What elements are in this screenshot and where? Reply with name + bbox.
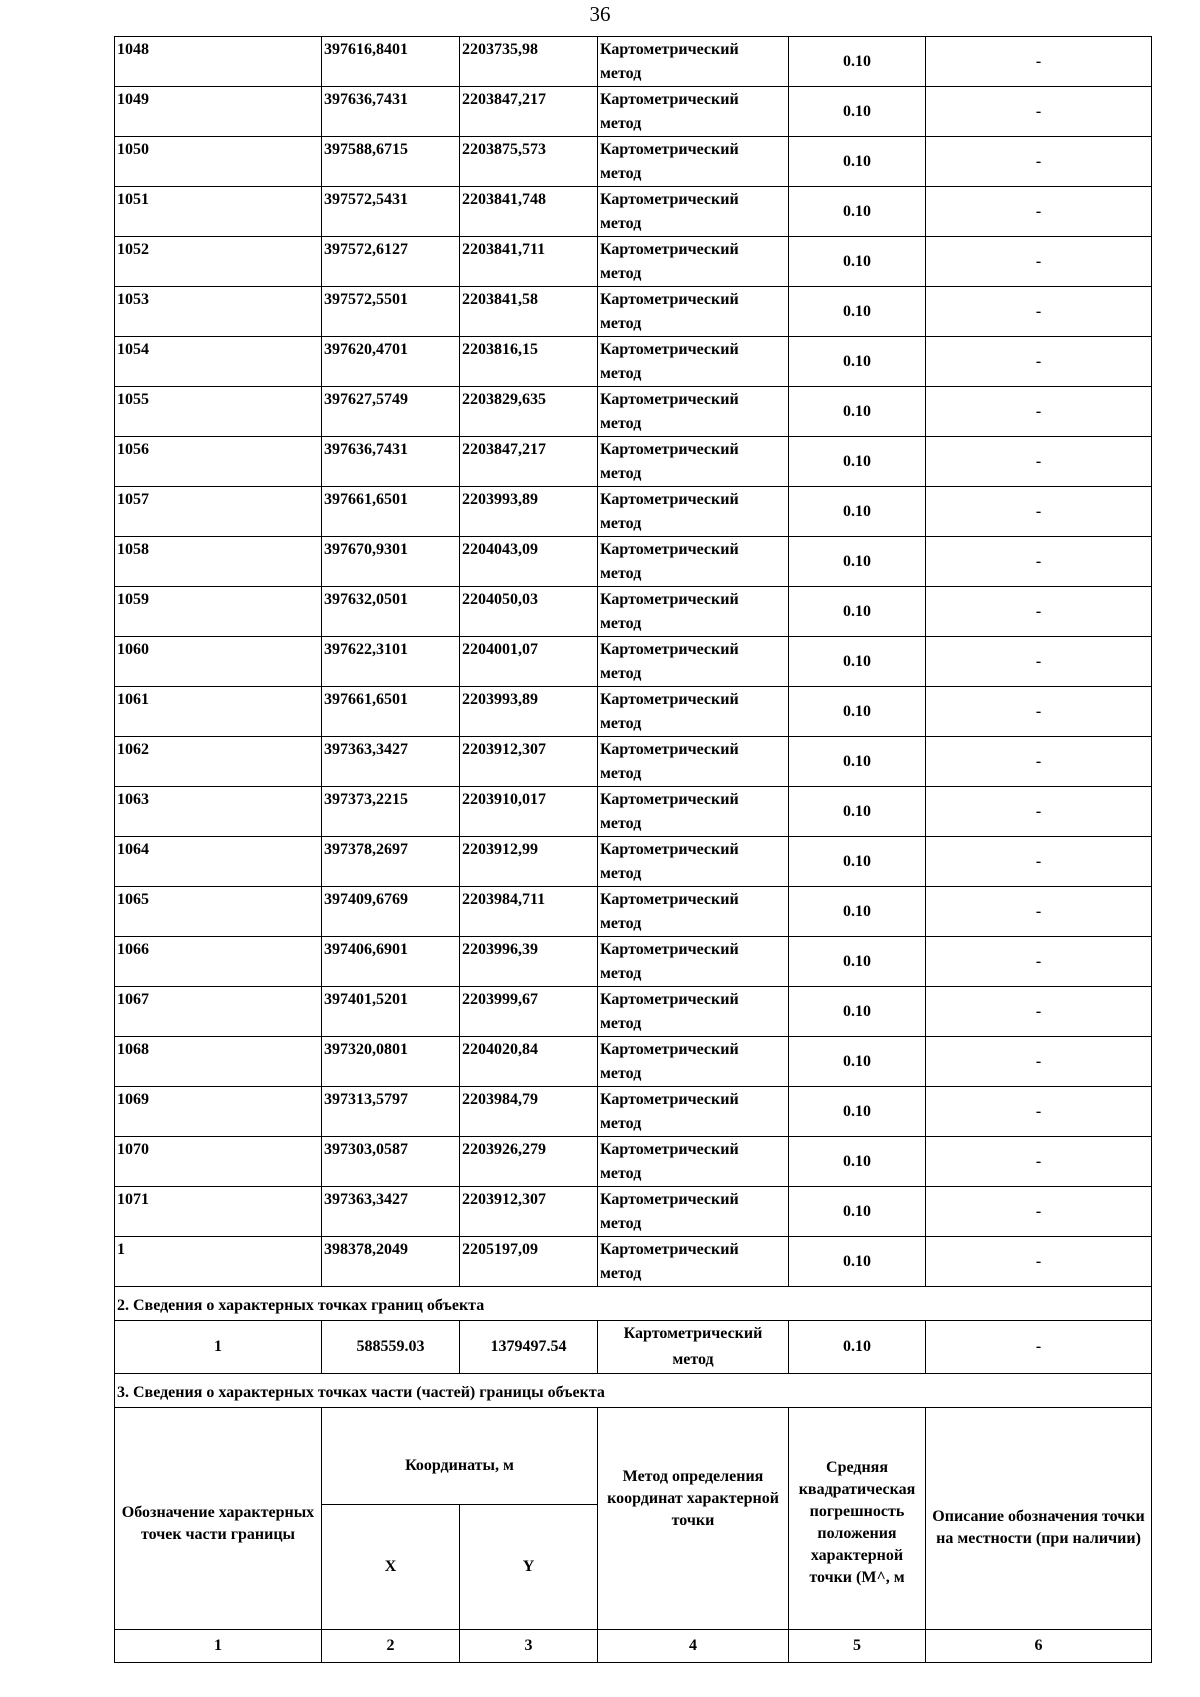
method-line-2: метод — [600, 465, 642, 482]
point-id-cell: 1056 — [115, 437, 322, 487]
method-line-2: метод — [600, 965, 642, 982]
y-coordinate-cell: 2203847,217 — [460, 437, 598, 487]
coordinates-table — [114, 36, 1152, 1663]
method-line-1: Картометрический — [600, 1041, 739, 1058]
method-line-1: Картометрический — [600, 741, 739, 758]
point-id-cell: 1057 — [115, 487, 322, 537]
description-cell: - — [926, 187, 1152, 237]
method-cell — [598, 287, 789, 337]
method-line-2: метод — [600, 665, 642, 682]
point-rows — [115, 37, 1152, 1287]
error-cell: 0.10 — [789, 937, 926, 987]
table-row — [115, 187, 1152, 237]
method-line-2: метод — [600, 1015, 642, 1032]
y-coordinate-cell: 2203984,711 — [460, 887, 598, 937]
description-cell: - — [926, 587, 1152, 637]
x-coordinate-cell: 397378,2697 — [322, 837, 460, 887]
header-mean-square-error: Средняя квадратическая погрешность положения характерной точки (М^, м — [789, 1408, 926, 1630]
point-id-cell: 1071 — [115, 1187, 322, 1237]
table-row — [115, 1137, 1152, 1187]
y-coordinate-cell: 2203841,58 — [460, 287, 598, 337]
method-line-1: Картометрический — [600, 141, 739, 158]
error-cell: 0.10 — [789, 1321, 926, 1374]
description-cell: - — [926, 387, 1152, 437]
column-number: 1 — [115, 1630, 322, 1663]
point-id-cell: 1059 — [115, 587, 322, 637]
y-coordinate-cell: 2204001,07 — [460, 637, 598, 687]
method-line-2: метод — [600, 115, 642, 132]
table-row — [115, 237, 1152, 287]
error-cell: 0.10 — [789, 437, 926, 487]
x-coordinate-cell: 397409,6769 — [322, 887, 460, 937]
method-line-1: Картометрический — [600, 491, 739, 508]
table-row — [115, 137, 1152, 187]
y-coordinate-cell: 2203984,79 — [460, 1087, 598, 1137]
method-cell — [598, 887, 789, 937]
description-cell: - — [926, 537, 1152, 587]
section-3-column-header-row — [115, 1408, 1152, 1505]
method-line-2: метод — [600, 1265, 642, 1282]
table-row — [115, 737, 1152, 787]
table-row — [115, 537, 1152, 587]
description-cell: - — [926, 1137, 1152, 1187]
error-cell: 0.10 — [789, 787, 926, 837]
section-2-header-row — [115, 1287, 1152, 1321]
point-id-cell: 1064 — [115, 837, 322, 887]
point-id-cell: 1 — [115, 1321, 322, 1374]
y-coordinate-cell: 2203735,98 — [460, 37, 598, 87]
description-cell: - — [926, 1087, 1152, 1137]
table-row — [115, 87, 1152, 137]
column-number: 3 — [460, 1630, 598, 1663]
method-line-2: метод — [600, 1165, 642, 1182]
x-coordinate-cell: 397588,6715 — [322, 137, 460, 187]
error-cell: 0.10 — [789, 487, 926, 537]
method-line-1: Картометрический — [600, 1191, 739, 1208]
method-cell — [598, 737, 789, 787]
point-id-cell: 1048 — [115, 37, 322, 87]
method-cell — [598, 137, 789, 187]
y-coordinate-cell: 2203993,89 — [460, 687, 598, 737]
x-coordinate-cell: 397661,6501 — [322, 487, 460, 537]
method-line-2: метод — [600, 365, 642, 382]
y-coordinate-cell: 2203912,307 — [460, 737, 598, 787]
error-cell: 0.10 — [789, 1137, 926, 1187]
y-coordinate-cell: 2203912,99 — [460, 837, 598, 887]
y-coordinate-cell: 2203910,017 — [460, 787, 598, 837]
section-3-title: 3. Сведения о характерных точках части (частей) границы объекта — [115, 1374, 1152, 1408]
error-cell: 0.10 — [789, 687, 926, 737]
method-line-1: Картометрический — [600, 1241, 739, 1258]
description-cell: - — [926, 37, 1152, 87]
method-line-2: метод — [600, 265, 642, 282]
method-cell — [598, 387, 789, 437]
method-cell — [598, 1187, 789, 1237]
point-id-cell: 1067 — [115, 987, 322, 1037]
y-coordinate-cell: 2203816,15 — [460, 337, 598, 387]
y-coordinate-cell: 1379497.54 — [460, 1321, 598, 1374]
x-coordinate-cell: 397320,0801 — [322, 1037, 460, 1087]
header-coordinates: Координаты, м — [322, 1408, 598, 1505]
y-coordinate-cell: 2203912,307 — [460, 1187, 598, 1237]
method-cell — [598, 1037, 789, 1087]
x-coordinate-cell: 397373,2215 — [322, 787, 460, 837]
column-number-row — [115, 1630, 1152, 1663]
point-id-cell: 1055 — [115, 387, 322, 437]
error-cell: 0.10 — [789, 1237, 926, 1287]
error-cell: 0.10 — [789, 737, 926, 787]
error-cell: 0.10 — [789, 187, 926, 237]
x-coordinate-cell: 397636,7431 — [322, 437, 460, 487]
description-cell: - — [926, 1321, 1152, 1374]
method-line-1: Картометрический — [600, 41, 739, 58]
table-row — [115, 337, 1152, 387]
error-cell: 0.10 — [789, 387, 926, 437]
y-coordinate-cell: 2203847,217 — [460, 87, 598, 137]
method-cell — [598, 437, 789, 487]
method-line-2: метод — [600, 315, 642, 332]
table-row — [115, 37, 1152, 87]
method-cell — [598, 687, 789, 737]
point-id-cell: 1058 — [115, 537, 322, 587]
point-id-cell: 1069 — [115, 1087, 322, 1137]
description-cell: - — [926, 987, 1152, 1037]
method-line-1: Картометрический — [600, 1091, 739, 1108]
method-line-2: метод — [600, 515, 642, 532]
description-cell: - — [926, 687, 1152, 737]
table-row — [115, 987, 1152, 1037]
y-coordinate-cell: 2203829,635 — [460, 387, 598, 437]
table-row — [115, 937, 1152, 987]
method-line-1: Картометрический — [600, 291, 739, 308]
method-line-1: Картометрический — [600, 691, 739, 708]
description-cell: - — [926, 737, 1152, 787]
table-row — [115, 1187, 1152, 1237]
method-line-1: Картометрический — [600, 341, 739, 358]
method-line-2: метод — [600, 215, 642, 232]
point-id-cell: 1050 — [115, 137, 322, 187]
method-line-1: Картометрический — [600, 591, 739, 608]
table-row — [115, 1237, 1152, 1287]
point-id-cell: 1065 — [115, 887, 322, 937]
column-number: 5 — [789, 1630, 926, 1663]
point-id-cell: 1049 — [115, 87, 322, 137]
method-line-1: Картометрический — [600, 641, 739, 658]
x-coordinate-cell: 397636,7431 — [322, 87, 460, 137]
y-coordinate-cell: 2205197,09 — [460, 1237, 598, 1287]
method-line-1: Картометрический — [600, 441, 739, 458]
description-cell: - — [926, 637, 1152, 687]
method-cell — [598, 1237, 789, 1287]
section-3-header-row — [115, 1374, 1152, 1408]
error-cell: 0.10 — [789, 987, 926, 1037]
description-cell: - — [926, 337, 1152, 387]
point-id-cell: 1051 — [115, 187, 322, 237]
method-line-2: метод — [672, 1351, 714, 1368]
error-cell: 0.10 — [789, 337, 926, 387]
description-cell: - — [926, 437, 1152, 487]
table-row — [115, 387, 1152, 437]
y-coordinate-cell: 2203841,748 — [460, 187, 598, 237]
x-coordinate-cell: 397313,5797 — [322, 1087, 460, 1137]
method-line-1: Картометрический — [600, 791, 739, 808]
table-row — [115, 837, 1152, 887]
y-coordinate-cell: 2203996,39 — [460, 937, 598, 987]
section-2-row — [115, 1321, 1152, 1374]
error-cell: 0.10 — [789, 1187, 926, 1237]
header-point-name: Обозначение характерных точек части границы — [115, 1408, 322, 1630]
column-number: 2 — [322, 1630, 460, 1663]
point-id-cell: 1070 — [115, 1137, 322, 1187]
y-coordinate-cell: 2203999,67 — [460, 987, 598, 1037]
error-cell: 0.10 — [789, 37, 926, 87]
description-cell: - — [926, 1187, 1152, 1237]
method-cell — [598, 187, 789, 237]
y-coordinate-cell: 2204050,03 — [460, 587, 598, 637]
method-line-1: Картометрический — [600, 991, 739, 1008]
x-coordinate-cell: 397627,5749 — [322, 387, 460, 437]
error-cell: 0.10 — [789, 87, 926, 137]
method-cell — [598, 787, 789, 837]
point-id-cell: 1 — [115, 1237, 322, 1287]
error-cell: 0.10 — [789, 1087, 926, 1137]
point-id-cell: 1054 — [115, 337, 322, 387]
point-id-cell: 1063 — [115, 787, 322, 837]
error-cell: 0.10 — [789, 237, 926, 287]
description-cell: - — [926, 1237, 1152, 1287]
method-cell — [598, 837, 789, 887]
error-cell: 0.10 — [789, 287, 926, 337]
x-coordinate-cell: 397363,3427 — [322, 737, 460, 787]
header-x: X — [322, 1505, 460, 1630]
point-id-cell: 1053 — [115, 287, 322, 337]
x-coordinate-cell: 397363,3427 — [322, 1187, 460, 1237]
description-cell: - — [926, 137, 1152, 187]
method-line-2: метод — [600, 715, 642, 732]
method-cell — [598, 587, 789, 637]
description-cell: - — [926, 887, 1152, 937]
point-id-cell: 1061 — [115, 687, 322, 737]
method-line-1: Картометрический — [600, 1141, 739, 1158]
header-description: Описание обозначения точки на местности (при наличии) — [926, 1408, 1152, 1630]
method-line-1: Картометрический — [600, 241, 739, 258]
point-id-cell: 1060 — [115, 637, 322, 687]
error-cell: 0.10 — [789, 887, 926, 937]
error-cell: 0.10 — [789, 1037, 926, 1087]
column-number: 6 — [926, 1630, 1152, 1663]
error-cell: 0.10 — [789, 537, 926, 587]
x-coordinate-cell: 397632,0501 — [322, 587, 460, 637]
method-line-2: метод — [600, 1215, 642, 1232]
x-coordinate-cell: 397622,3101 — [322, 637, 460, 687]
method-line-2: метод — [600, 65, 642, 82]
error-cell: 0.10 — [789, 837, 926, 887]
method-line-2: метод — [600, 1065, 642, 1082]
x-coordinate-cell: 397620,4701 — [322, 337, 460, 387]
method-line-1: Картометрический — [600, 541, 739, 558]
description-cell: - — [926, 1037, 1152, 1087]
x-coordinate-cell: 397616,8401 — [322, 37, 460, 87]
header-method: Метод определения координат характерной точки — [598, 1408, 789, 1630]
x-coordinate-cell: 398378,2049 — [322, 1237, 460, 1287]
method-cell — [598, 87, 789, 137]
method-line-1: Картометрический — [623, 1325, 763, 1342]
table-row — [115, 487, 1152, 537]
y-coordinate-cell: 2203841,711 — [460, 237, 598, 287]
table-row — [115, 687, 1152, 737]
method-line-2: метод — [600, 415, 642, 432]
method-cell — [598, 237, 789, 287]
method-cell — [598, 1137, 789, 1187]
method-cell — [598, 537, 789, 587]
x-coordinate-cell: 397670,9301 — [322, 537, 460, 587]
section-2-title: 2. Сведения о характерных точках границ объекта — [115, 1287, 1152, 1321]
method-line-2: метод — [600, 165, 642, 182]
method-line-1: Картометрический — [600, 891, 739, 908]
y-coordinate-cell: 2203875,573 — [460, 137, 598, 187]
method-cell — [598, 487, 789, 537]
description-cell: - — [926, 487, 1152, 537]
method-cell — [598, 987, 789, 1037]
error-cell: 0.10 — [789, 137, 926, 187]
x-coordinate-cell: 397661,6501 — [322, 687, 460, 737]
error-cell: 0.10 — [789, 637, 926, 687]
point-id-cell: 1062 — [115, 737, 322, 787]
method-line-2: метод — [600, 765, 642, 782]
y-coordinate-cell: 2203926,279 — [460, 1137, 598, 1187]
x-coordinate-cell: 397572,5501 — [322, 287, 460, 337]
method-line-1: Картометрический — [600, 391, 739, 408]
method-line-1: Картометрический — [600, 91, 739, 108]
page-number: 36 — [589, 2, 611, 26]
table-row — [115, 1087, 1152, 1137]
x-coordinate-cell: 397406,6901 — [322, 937, 460, 987]
y-coordinate-cell: 2204043,09 — [460, 537, 598, 587]
method-line-2: метод — [600, 565, 642, 582]
x-coordinate-cell: 397401,5201 — [322, 987, 460, 1037]
method-cell — [598, 37, 789, 87]
method-line-1: Картометрический — [600, 941, 739, 958]
x-coordinate-cell: 397572,5431 — [322, 187, 460, 237]
description-cell: - — [926, 787, 1152, 837]
method-line-2: метод — [600, 815, 642, 832]
table-row — [115, 437, 1152, 487]
method-cell — [598, 337, 789, 387]
method-line-1: Картометрический — [600, 191, 739, 208]
table-row — [115, 1037, 1152, 1087]
error-cell: 0.10 — [789, 587, 926, 637]
point-id-cell: 1068 — [115, 1037, 322, 1087]
method-line-2: метод — [600, 865, 642, 882]
method-cell — [598, 637, 789, 687]
column-number: 4 — [598, 1630, 789, 1663]
y-coordinate-cell: 2204020,84 — [460, 1037, 598, 1087]
description-cell: - — [926, 87, 1152, 137]
x-coordinate-cell: 397303,0587 — [322, 1137, 460, 1187]
method-line-1: Картометрический — [600, 841, 739, 858]
x-coordinate-cell: 397572,6127 — [322, 237, 460, 287]
table-row — [115, 587, 1152, 637]
header-y: Y — [460, 1505, 598, 1630]
method-line-2: метод — [600, 615, 642, 632]
method-cell — [598, 1321, 789, 1374]
x-coordinate-cell: 588559.03 — [322, 1321, 460, 1374]
description-cell: - — [926, 937, 1152, 987]
table-row — [115, 287, 1152, 337]
point-id-cell: 1066 — [115, 937, 322, 987]
table-row — [115, 637, 1152, 687]
method-cell — [598, 1087, 789, 1137]
description-cell: - — [926, 237, 1152, 287]
method-cell — [598, 937, 789, 987]
table-row — [115, 887, 1152, 937]
description-cell: - — [926, 837, 1152, 887]
table-row — [115, 787, 1152, 837]
point-id-cell: 1052 — [115, 237, 322, 287]
method-line-2: метод — [600, 915, 642, 932]
y-coordinate-cell: 2203993,89 — [460, 487, 598, 537]
description-cell: - — [926, 287, 1152, 337]
method-line-2: метод — [600, 1115, 642, 1132]
